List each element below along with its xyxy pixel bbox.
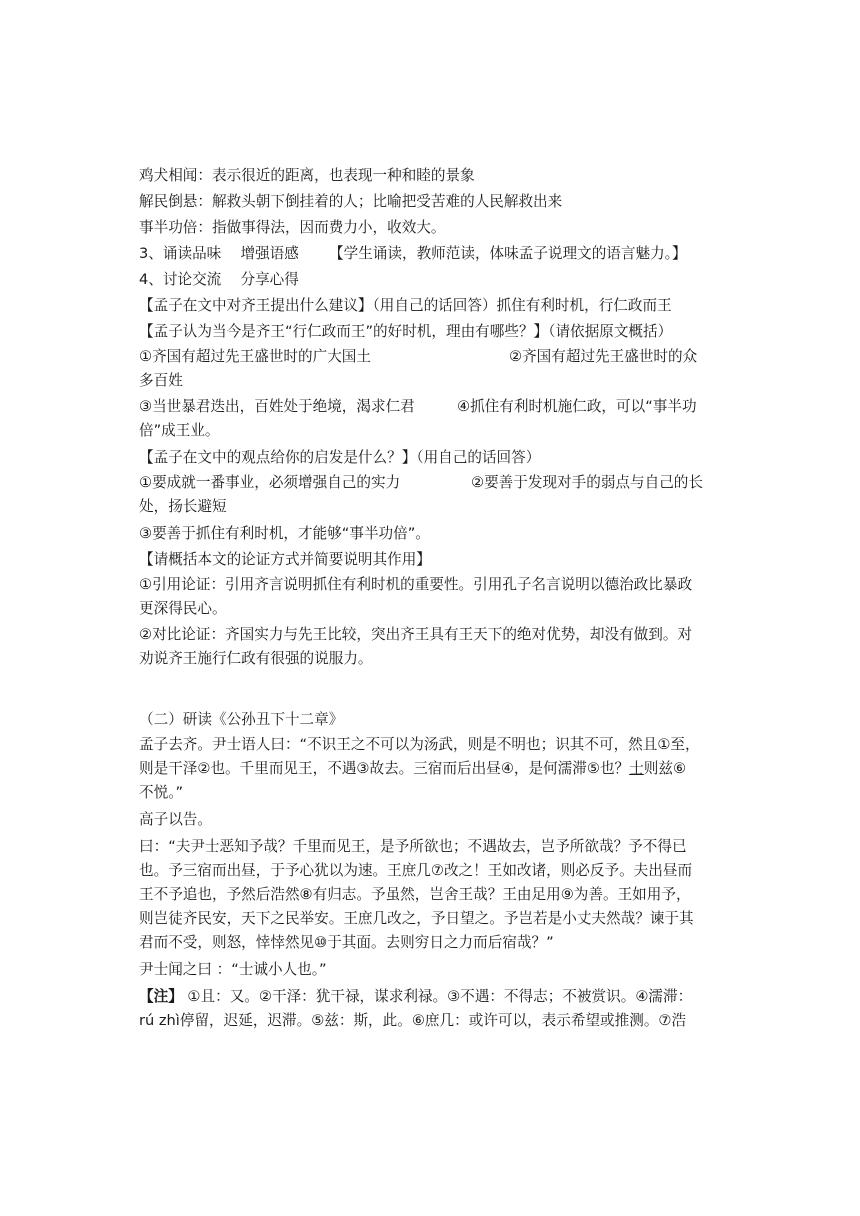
question-4-answer-2: ②对比论证：齐国实力与先王比较，突出齐王具有王天下的绝对优势，却没有做到。对 [139,626,693,643]
definition-jiquan: 鸡犬相闻：表示很近的距离，也表现一种和睦的景象 [139,167,475,184]
question-2 [139,319,725,345]
passage-para-1: 孟子去齐。尹士语人曰：“不识王之不可以为汤武，则是不明也；识其不可，然且①至， [139,736,700,753]
definition-jiemin: 解民倒悬：解救头朝下倒挂着的人；比喻把受苦难的人民解救出来 [139,193,563,210]
question-2-answer-1: ①齐国有超过先王盛世时的广大国土 [139,348,371,365]
notes-line-2: rú zhì停留，迟延，迟滞。⑤兹：斯，此。⑥庶几：或许可以，表示希望或推测。⑦浩 [139,1012,687,1029]
question-4-head: 【请概括本文的论证方式并简要说明其作用】 [139,551,431,568]
passage-text: 则是干泽②也。千里而见王，不遇③故去。三宿而后出昼④，是何濡滞⑤也？ [139,760,630,777]
passage-para-3-line-5: 君而不受，则怒，悻悻然见⑩于其面。去则穷日之力而后宿哉？” [139,934,554,951]
underlined-char: 士 [629,760,644,777]
question-4-answer-1: ①引用论证：引用齐言说明抓住有利时机的重要性。引用孔子名言说明以德治政比暴政 [139,576,693,593]
question-2-answer-2-cont: 多百姓 [139,372,183,389]
question-2-answer-2: ②齐国有超过先王盛世时的众 [509,348,698,365]
question-4-answer-1-cont: 更深得民心。 [139,600,227,617]
notes [139,985,725,1009]
document-page [139,163,725,1033]
definition-shiban: 事半功倍：指做事得法，因而费力小，收效大。 [139,219,446,236]
section-2-heading: （二）研读《公孙丑下十二章》 [139,711,344,728]
passage-para-1-line-3: 不悦。” [139,784,184,801]
question-3-hint: （用自己的话回答） [416,449,541,466]
question-2-answer-3: ③当世暴君迭出，百姓处于绝境，渴求仁君 [139,398,415,415]
step-3-heading [139,241,725,267]
question-2-answer-4-cont: 倍”成王业。 [139,422,220,439]
passage-para-3-line-2: 也。予三宿而出昼，于予心犹以为速。王庶几⑦改之！王如改诸，则必反予。夫出昼而 [139,862,693,879]
question-2-answer-row-1 [139,345,725,369]
question-4-answer-2-cont: 劝说齐王施行仁政有很强的说服力。 [139,650,373,667]
question-1-head: 【孟子在文中对齐王提出什么建议】 [139,297,373,314]
passage-para-3: 曰：“夫尹士恶知予哉？千里而见王，是予所欲也；不遇故去，岂予所欲哉？予不得已 [139,838,687,855]
passage-para-4: 尹士闻之曰 ：“士诚小人也。” [139,961,327,978]
notes-text: ①且：又。②干泽：犹干禄，谋求利禄。③不遇：不得志；不被赏识。④濡滞： [182,988,693,1005]
question-2-answer-row-2 [139,395,725,419]
question-3-answer-2-cont: 处，扬长避短 [139,498,227,515]
question-2-head: 【孟子认为当今是齐王“行仁政而王”的好时机，理由有哪些？】 [139,323,549,340]
step-3-title: 3、诵读品味 增强语感 [139,245,299,262]
question-1 [139,293,725,319]
question-3-answer-1: ①要成就一番事业，必须增强自己的实力 [139,474,401,491]
step-4-heading: 4、讨论交流 分享心得 [139,271,299,288]
notes-label: 【注】 [139,988,183,1005]
question-1-answer: （用自己的话回答）抓住有利时机，行仁政而王 [372,297,672,314]
question-3-head: 【孟子在文中的观点给你的启发是什么？】 [139,449,417,466]
question-3-answer-3: ③要善于抓住有利时机，才能够“事半功倍”。 [139,525,430,542]
passage-para-3-line-3: 王不予追也，予然后浩然⑧有归志。予虽然，岂舍王哉？王由足用⑨为善。王如用予， [139,886,691,903]
question-2-answer-4: ④抓住有利时机施仁政，可以“事半功 [457,398,697,415]
question-3-answer-row-1 [139,471,725,495]
passage-para-1-line-2 [139,757,725,781]
step-3-note: 【学生诵读，教师范读，体味孟子说理文的语言魅力。】 [329,245,687,262]
passage-para-3-line-4: 则岂徒齐民安，天下之民举安。王庶几改之，予日望之。予岂若是小丈夫然哉？谏于其 [139,910,694,927]
question-2-hint: （请依据原文概括） [548,323,673,340]
passage-para-2: 高子以告。 [139,811,212,828]
question-3-answer-2: ②要善于发现对手的弱点与自己的长 [471,474,703,491]
question-3 [139,445,725,471]
passage-text: 则兹⑥ [643,760,687,777]
